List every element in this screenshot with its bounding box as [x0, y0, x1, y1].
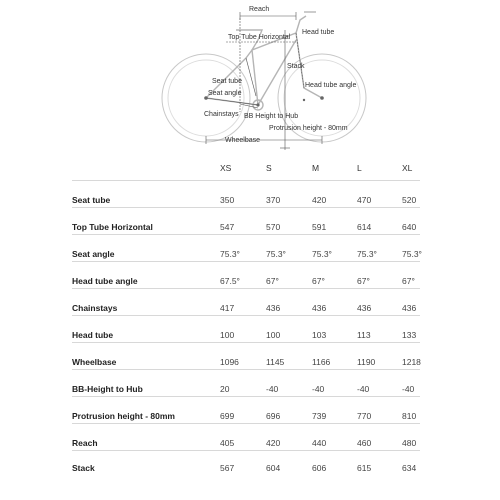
- cell-m: 103: [312, 330, 327, 340]
- table-row-head-tube-angle: [72, 261, 420, 288]
- cell-s: 570: [266, 222, 281, 232]
- cell-xs: 405: [220, 438, 235, 448]
- label-bb-height-to-hub: BB Height to Hub: [244, 113, 299, 120]
- size-header-l: L: [357, 163, 362, 173]
- cell-xs: 567: [220, 463, 235, 473]
- cell-xs: 1096: [220, 357, 239, 367]
- label-protrusion-height: Protrusion height - 80mm: [269, 125, 348, 132]
- cell-l: 1190: [357, 357, 376, 367]
- label-top-tube-horizontal: Top Tube Horizontal: [228, 34, 291, 41]
- cell-xs: 67.5°: [220, 276, 240, 286]
- cell-s: 696: [266, 411, 281, 421]
- cell-l: 470: [357, 195, 372, 205]
- cell-xl: 67°: [402, 276, 415, 286]
- label-head-tube-angle: Head tube angle: [305, 82, 357, 89]
- cell-s: 1145: [266, 357, 285, 367]
- cell-l: 614: [357, 222, 372, 232]
- cell-xl: 75.3°: [402, 249, 422, 259]
- row-label: Wheelbase: [72, 357, 117, 367]
- cell-xl: 480: [402, 438, 417, 448]
- cell-l: 615: [357, 463, 372, 473]
- cell-xl: 436: [402, 303, 417, 313]
- table-row-head-tube: [72, 315, 420, 342]
- table-row-wheelbase: [72, 342, 420, 369]
- cell-m: -40: [312, 384, 325, 394]
- row-label: Chainstays: [72, 303, 118, 313]
- row-label: Seat angle: [72, 249, 115, 259]
- label-stack: Stack: [287, 63, 305, 70]
- table-row-reach: [72, 423, 420, 450]
- size-header-xs: XS: [220, 163, 232, 173]
- cell-xs: 547: [220, 222, 235, 232]
- label-wheelbase: Wheelbase: [225, 137, 261, 144]
- size-header-m: M: [312, 163, 320, 173]
- cell-m: 1166: [312, 357, 331, 367]
- cell-s: 100: [266, 330, 281, 340]
- table-row-seat-tube: [72, 180, 420, 207]
- cell-s: 370: [266, 195, 281, 205]
- cell-l: 113: [357, 330, 371, 340]
- row-label: Head tube: [72, 330, 114, 340]
- cell-m: 67°: [312, 276, 325, 286]
- cell-l: 75.3°: [357, 249, 377, 259]
- bike-illustration: [0, 0, 500, 155]
- row-label: Seat tube: [72, 195, 111, 205]
- cell-xl: 1218: [402, 357, 421, 367]
- row-label: Protrusion height - 80mm: [72, 411, 175, 421]
- cell-xs: 350: [220, 195, 235, 205]
- row-label: Reach: [72, 438, 98, 448]
- table-row-chainstays: [72, 288, 420, 315]
- cell-m: 591: [312, 222, 327, 232]
- cell-m: 420: [312, 195, 327, 205]
- cell-l: 67°: [357, 276, 370, 286]
- cell-m: 606: [312, 463, 327, 473]
- cell-l: 436: [357, 303, 372, 313]
- cell-xs: 699: [220, 411, 235, 421]
- cell-xl: 520: [402, 195, 417, 205]
- label-reach: Reach: [249, 6, 270, 13]
- cell-xs: 20: [220, 384, 230, 394]
- table-row-seat-angle: [72, 234, 420, 261]
- cell-l: 460: [357, 438, 372, 448]
- cell-xs: 75.3°: [220, 249, 240, 259]
- table-row-bb-height-to-hub: [72, 369, 420, 396]
- table-row-protrusion-height: [72, 396, 420, 423]
- cell-m: 75.3°: [312, 249, 332, 259]
- cell-s: 604: [266, 463, 281, 473]
- row-label: Stack: [72, 463, 95, 473]
- table-row-stack: [72, 450, 420, 491]
- row-label: Head tube angle: [72, 276, 138, 286]
- cell-xl: 640: [402, 222, 417, 232]
- geometry-diagram: [0, 0, 500, 155]
- cell-xl: 810: [402, 411, 417, 421]
- cell-s: 67°: [266, 276, 279, 286]
- label-head-tube: Head tube: [302, 29, 335, 36]
- table-row-top-tube-horizontal: [72, 207, 420, 234]
- cell-xs: 417: [220, 303, 235, 313]
- cell-xs: 100: [220, 330, 235, 340]
- cell-m: 440: [312, 438, 327, 448]
- cell-s: 420: [266, 438, 281, 448]
- label-chainstays: Chainstays: [204, 111, 239, 118]
- cell-m: 436: [312, 303, 327, 313]
- cell-s: 75.3°: [266, 249, 286, 259]
- size-header-xl: XL: [402, 163, 413, 173]
- row-label: BB-Height to Hub: [72, 384, 143, 394]
- cell-s: 436: [266, 303, 281, 313]
- cell-xl: -40: [402, 384, 415, 394]
- cell-s: -40: [266, 384, 279, 394]
- cell-xl: 133: [402, 330, 417, 340]
- cell-xl: 634: [402, 463, 417, 473]
- cell-l: -40: [357, 384, 370, 394]
- size-header-s: S: [266, 163, 272, 173]
- cell-l: 770: [357, 411, 372, 421]
- row-label: Top Tube Horizontal: [72, 222, 153, 232]
- label-seat-angle: Seat angle: [208, 90, 242, 97]
- label-seat-tube: Seat tube: [212, 78, 242, 85]
- cell-m: 739: [312, 411, 327, 421]
